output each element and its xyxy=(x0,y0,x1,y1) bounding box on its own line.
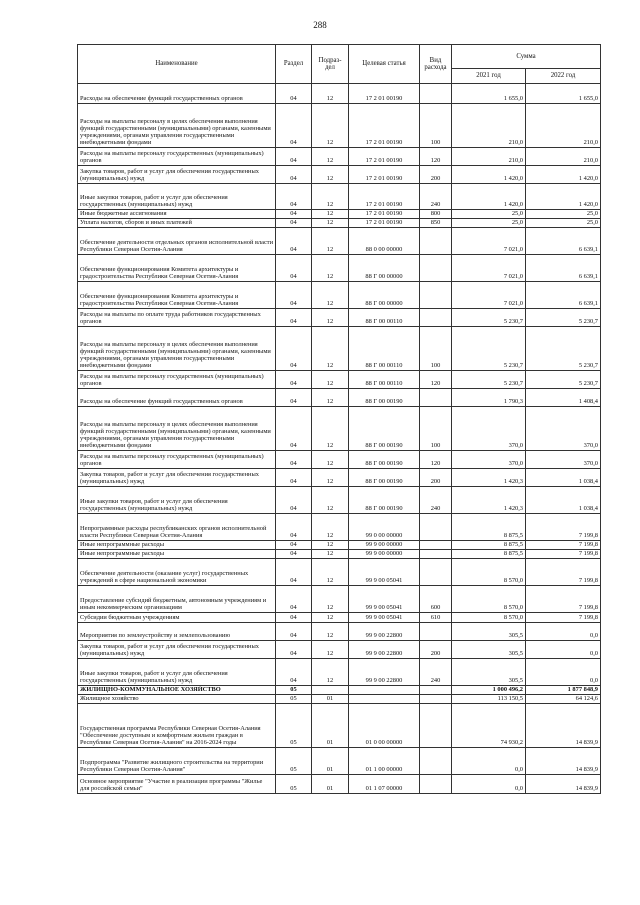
table-row xyxy=(78,586,601,613)
row-subsection: 12 xyxy=(312,228,349,255)
row-subsection: 01 xyxy=(312,704,349,748)
row-sum-2021: 210,0 xyxy=(452,104,526,148)
row-section: 04 xyxy=(276,371,312,389)
row-sum-2021: 1 420,0 xyxy=(452,184,526,210)
row-subsection: 12 xyxy=(312,371,349,389)
row-section: 04 xyxy=(276,166,312,184)
row-section: 04 xyxy=(276,550,312,559)
row-expense-type xyxy=(420,559,452,586)
row-expense-type xyxy=(420,623,452,641)
row-name: Расходы на обеспечение функций государственных органов xyxy=(78,389,276,407)
row-sum-2022: 5 230,7 xyxy=(526,327,601,371)
row-target: 88 Г 00 00190 xyxy=(349,469,420,487)
row-expense-type: 200 xyxy=(420,469,452,487)
row-name: Жилищное хозяйство xyxy=(78,695,276,704)
budget-table xyxy=(77,44,601,794)
row-sum-2021: 1 000 496,2 xyxy=(452,686,526,695)
table-row xyxy=(78,487,601,514)
row-section: 04 xyxy=(276,451,312,469)
row-name: Расходы на выплаты персоналу в целях обеспечения выполнения функций государственными (муниципальными) органами, казенными учреждениями, органами управления государственными внебюджетными фондами xyxy=(78,104,276,148)
row-sum-2022: 1 655,0 xyxy=(526,84,601,104)
table-row xyxy=(78,541,601,550)
row-subsection: 12 xyxy=(312,541,349,550)
table-row xyxy=(78,228,601,255)
row-sum-2022: 7 199,8 xyxy=(526,514,601,541)
table-row xyxy=(78,371,601,389)
row-section: 05 xyxy=(276,748,312,775)
row-target: 88 Г 00 00190 xyxy=(349,451,420,469)
row-target: 88 Г 00 00000 xyxy=(349,255,420,282)
row-section: 04 xyxy=(276,327,312,371)
row-sum-2022: 370,0 xyxy=(526,407,601,451)
row-name: Иные непрограммные расходы xyxy=(78,550,276,559)
row-expense-type: 240 xyxy=(420,487,452,514)
row-section: 04 xyxy=(276,613,312,623)
table-row xyxy=(78,659,601,686)
row-expense-type: 100 xyxy=(420,104,452,148)
row-subsection: 12 xyxy=(312,184,349,210)
row-expense-type: 120 xyxy=(420,371,452,389)
row-sum-2022: 1 038,4 xyxy=(526,469,601,487)
row-section: 04 xyxy=(276,219,312,228)
row-section: 04 xyxy=(276,407,312,451)
row-sum-2021: 8 570,0 xyxy=(452,559,526,586)
row-sum-2022: 5 230,7 xyxy=(526,371,601,389)
row-sum-2022: 7 199,8 xyxy=(526,541,601,550)
row-section: 04 xyxy=(276,487,312,514)
row-target: 88 Г 00 00110 xyxy=(349,309,420,327)
row-sum-2022: 1 420,0 xyxy=(526,166,601,184)
row-target: 99 0 00 00000 xyxy=(349,514,420,541)
row-sum-2021: 7 021,0 xyxy=(452,255,526,282)
table-body xyxy=(78,84,601,794)
row-expense-type xyxy=(420,228,452,255)
row-expense-type xyxy=(420,704,452,748)
row-target: 17 2 01 00190 xyxy=(349,104,420,148)
row-sum-2022: 1 420,0 xyxy=(526,184,601,210)
row-subsection: 12 xyxy=(312,613,349,623)
row-subsection: 12 xyxy=(312,550,349,559)
row-name: Расходы на выплаты персоналу государственных (муниципальных) органов xyxy=(78,371,276,389)
row-sum-2022: 6 639,1 xyxy=(526,282,601,309)
row-section: 04 xyxy=(276,586,312,613)
row-sum-2022: 7 199,8 xyxy=(526,586,601,613)
row-sum-2022: 370,0 xyxy=(526,451,601,469)
row-target: 99 9 00 05041 xyxy=(349,613,420,623)
row-target: 99 9 00 22800 xyxy=(349,623,420,641)
row-name: Закупка товаров, работ и услуг для обеспечения государственных (муниципальных) нужд xyxy=(78,166,276,184)
row-sum-2022: 210,0 xyxy=(526,148,601,166)
row-name: Мероприятия по землеустройству и землепользованию xyxy=(78,623,276,641)
row-target: 01 1 07 00000 xyxy=(349,775,420,794)
row-name: Подпрограмма "Развитие жилищного строительства на территории Республики Северная Осетия-Алания" xyxy=(78,748,276,775)
row-sum-2021: 8 875,5 xyxy=(452,550,526,559)
row-expense-type: 200 xyxy=(420,166,452,184)
row-name: Обеспечение деятельности (оказание услуг) государственных учреждений в сфере национальной экономики xyxy=(78,559,276,586)
row-target: 17 2 01 00190 xyxy=(349,166,420,184)
row-target: 99 9 00 00000 xyxy=(349,541,420,550)
row-sum-2021: 1 655,0 xyxy=(452,84,526,104)
col-header-section: Раздел xyxy=(276,45,312,84)
row-section: 04 xyxy=(276,559,312,586)
row-target: 88 Г 00 00110 xyxy=(349,371,420,389)
row-name: Непрограммные расходы республиканских органов исполнительной власти Республики Северная Осетия-Алания xyxy=(78,514,276,541)
row-target: 88 0 00 00000 xyxy=(349,228,420,255)
table-row xyxy=(78,469,601,487)
col-header-sum: Сумма xyxy=(452,45,601,69)
row-sum-2021: 1 790,3 xyxy=(452,389,526,407)
row-sum-2022: 0,0 xyxy=(526,659,601,686)
row-sum-2021: 1 420,0 xyxy=(452,166,526,184)
row-section: 04 xyxy=(276,541,312,550)
row-expense-type xyxy=(420,389,452,407)
row-section: 04 xyxy=(276,148,312,166)
table-row xyxy=(78,695,601,704)
table-row xyxy=(78,686,601,695)
row-expense-type xyxy=(420,541,452,550)
row-sum-2021: 25,0 xyxy=(452,210,526,219)
row-expense-type: 610 xyxy=(420,613,452,623)
table-row xyxy=(78,148,601,166)
row-sum-2022: 14 839,9 xyxy=(526,704,601,748)
row-subsection: 12 xyxy=(312,559,349,586)
row-sum-2021: 305,5 xyxy=(452,659,526,686)
row-name: Иные закупки товаров, работ и услуг для обеспечения государственных (муниципальных) нужд xyxy=(78,184,276,210)
row-expense-type: 120 xyxy=(420,148,452,166)
row-subsection: 12 xyxy=(312,623,349,641)
row-name: Расходы на выплаты по оплате труда работников государственных органов xyxy=(78,309,276,327)
table-row xyxy=(78,104,601,148)
table-row xyxy=(78,327,601,371)
row-section: 05 xyxy=(276,704,312,748)
row-expense-type: 240 xyxy=(420,184,452,210)
row-expense-type: 100 xyxy=(420,407,452,451)
row-target: 88 Г 00 00190 xyxy=(349,487,420,514)
row-section: 05 xyxy=(276,686,312,695)
row-subsection: 12 xyxy=(312,148,349,166)
row-name: Расходы на выплаты персоналу в целях обеспечения выполнения функций государственными (муниципальными) органами, казенными учреждениями, органами управления государственными внебюджетными фондами xyxy=(78,407,276,451)
row-subsection: 01 xyxy=(312,748,349,775)
row-target: 99 9 00 05041 xyxy=(349,586,420,613)
col-header-target: Целевая статья xyxy=(349,45,420,84)
row-name: Предоставление субсидий бюджетным, автономным учреждениям и иным некоммерческим организациям xyxy=(78,586,276,613)
row-subsection: 12 xyxy=(312,659,349,686)
row-subsection: 12 xyxy=(312,282,349,309)
row-sum-2022: 1 038,4 xyxy=(526,487,601,514)
row-section: 04 xyxy=(276,84,312,104)
table-row xyxy=(78,514,601,541)
row-sum-2022: 7 199,8 xyxy=(526,550,601,559)
row-sum-2022: 5 230,7 xyxy=(526,309,601,327)
row-name: Обеспечение деятельности отдельных органов исполнительной власти Республики Северная Осетия-Алания xyxy=(78,228,276,255)
row-name: Государственная программа Республики Северная Осетия-Алания "Обеспечение доступным и комфортным жильем граждан в Республике Северная Осетия-Алания" на 2016-2024 годы xyxy=(78,704,276,748)
row-sum-2021: 8 875,5 xyxy=(452,514,526,541)
row-name: Расходы на обеспечение функций государственных органов xyxy=(78,84,276,104)
row-sum-2021: 74 930,2 xyxy=(452,704,526,748)
col-header-year-2021: 2021 год xyxy=(452,69,526,84)
table-row xyxy=(78,613,601,623)
table-row xyxy=(78,210,601,219)
table-row xyxy=(78,748,601,775)
table-row xyxy=(78,704,601,748)
row-subsection: 12 xyxy=(312,219,349,228)
row-expense-type xyxy=(420,514,452,541)
table-row xyxy=(78,219,601,228)
table-row xyxy=(78,775,601,794)
row-sum-2022: 14 839,9 xyxy=(526,775,601,794)
row-expense-type xyxy=(420,695,452,704)
row-section: 04 xyxy=(276,469,312,487)
table-row xyxy=(78,641,601,659)
row-sum-2021: 305,5 xyxy=(452,641,526,659)
row-sum-2022: 7 199,8 xyxy=(526,613,601,623)
row-target: 99 9 00 22800 xyxy=(349,641,420,659)
row-expense-type xyxy=(420,748,452,775)
table-row xyxy=(78,309,601,327)
col-header-subsection: Подраз-дел xyxy=(312,45,349,84)
row-expense-type: 100 xyxy=(420,327,452,371)
row-section: 04 xyxy=(276,184,312,210)
row-target: 01 0 00 00000 xyxy=(349,704,420,748)
table-row xyxy=(78,451,601,469)
row-expense-type xyxy=(420,309,452,327)
row-target: 88 Г 00 00110 xyxy=(349,327,420,371)
row-sum-2022: 1 408,4 xyxy=(526,389,601,407)
col-header-name: Наименование xyxy=(78,45,276,84)
row-sum-2021: 7 021,0 xyxy=(452,282,526,309)
row-expense-type xyxy=(420,686,452,695)
row-expense-type xyxy=(420,282,452,309)
page-number: 288 xyxy=(313,20,327,30)
row-section: 04 xyxy=(276,659,312,686)
row-sum-2021: 0,0 xyxy=(452,775,526,794)
row-name: Иные непрограммные расходы xyxy=(78,541,276,550)
row-section: 05 xyxy=(276,695,312,704)
row-target: 99 9 00 05041 xyxy=(349,559,420,586)
row-section: 04 xyxy=(276,514,312,541)
row-sum-2022: 0,0 xyxy=(526,623,601,641)
row-target: 88 Г 00 00000 xyxy=(349,282,420,309)
row-target xyxy=(349,686,420,695)
row-section: 04 xyxy=(276,623,312,641)
row-subsection: 01 xyxy=(312,695,349,704)
row-name: Иные закупки товаров, работ и услуг для обеспечения государственных (муниципальных) нужд xyxy=(78,659,276,686)
row-target: 99 9 00 00000 xyxy=(349,550,420,559)
row-target: 17 2 01 00190 xyxy=(349,84,420,104)
row-subsection: 12 xyxy=(312,255,349,282)
row-subsection: 12 xyxy=(312,210,349,219)
row-sum-2022: 0,0 xyxy=(526,641,601,659)
row-sum-2021: 8 570,0 xyxy=(452,586,526,613)
row-target: 17 2 01 00190 xyxy=(349,210,420,219)
row-subsection: 12 xyxy=(312,84,349,104)
row-subsection: 01 xyxy=(312,775,349,794)
row-sum-2022: 6 639,1 xyxy=(526,228,601,255)
row-sum-2022: 25,0 xyxy=(526,210,601,219)
table-row xyxy=(78,84,601,104)
row-name: Уплата налогов, сборов и иных платежей xyxy=(78,219,276,228)
row-sum-2021: 210,0 xyxy=(452,148,526,166)
table-row xyxy=(78,255,601,282)
row-subsection: 12 xyxy=(312,309,349,327)
table-row xyxy=(78,389,601,407)
row-expense-type: 120 xyxy=(420,451,452,469)
row-name: Расходы на выплаты персоналу государственных (муниципальных) органов xyxy=(78,148,276,166)
row-subsection xyxy=(312,686,349,695)
row-subsection: 12 xyxy=(312,451,349,469)
row-subsection: 12 xyxy=(312,469,349,487)
row-sum-2022: 210,0 xyxy=(526,104,601,148)
table-row xyxy=(78,407,601,451)
row-subsection: 12 xyxy=(312,641,349,659)
table-row xyxy=(78,559,601,586)
table-row xyxy=(78,550,601,559)
row-expense-type xyxy=(420,550,452,559)
row-subsection: 12 xyxy=(312,586,349,613)
col-header-expense-type: Вид расхода xyxy=(420,45,452,84)
row-sum-2021: 25,0 xyxy=(452,219,526,228)
row-name: Закупка товаров, работ и услуг для обеспечения государственных (муниципальных) нужд xyxy=(78,469,276,487)
row-name: Иные закупки товаров, работ и услуг для обеспечения государственных (муниципальных) нужд xyxy=(78,487,276,514)
row-expense-type: 800 xyxy=(420,210,452,219)
row-sum-2022: 6 639,1 xyxy=(526,255,601,282)
row-target: 01 1 00 00000 xyxy=(349,748,420,775)
col-header-year-2022: 2022 год xyxy=(526,69,601,84)
row-name: Обеспечение функционирования Комитета архитектуры и градостроительства Республики Северная Осетия-Алания xyxy=(78,255,276,282)
row-target xyxy=(349,695,420,704)
row-section: 04 xyxy=(276,104,312,148)
row-section: 05 xyxy=(276,775,312,794)
table-row xyxy=(78,184,601,210)
row-subsection: 12 xyxy=(312,487,349,514)
row-section: 04 xyxy=(276,309,312,327)
row-sum-2022: 14 839,9 xyxy=(526,748,601,775)
row-sum-2021: 8 570,0 xyxy=(452,613,526,623)
row-sum-2021: 305,5 xyxy=(452,623,526,641)
table-row xyxy=(78,166,601,184)
row-sum-2022: 1 877 848,9 xyxy=(526,686,601,695)
row-section: 04 xyxy=(276,641,312,659)
row-expense-type: 240 xyxy=(420,659,452,686)
row-sum-2021: 370,0 xyxy=(452,451,526,469)
row-sum-2021: 370,0 xyxy=(452,407,526,451)
row-section: 04 xyxy=(276,210,312,219)
row-sum-2021: 1 420,3 xyxy=(452,469,526,487)
row-expense-type xyxy=(420,255,452,282)
row-name: Субсидии бюджетным учреждениям xyxy=(78,613,276,623)
row-expense-type: 850 xyxy=(420,219,452,228)
row-name: Основное мероприятие "Участие в реализации программы "Жилье для российской семьи" xyxy=(78,775,276,794)
row-sum-2022: 25,0 xyxy=(526,219,601,228)
row-sum-2022: 64 124,6 xyxy=(526,695,601,704)
row-name: Иные бюджетные ассигнования xyxy=(78,210,276,219)
row-name: Расходы на выплаты персоналу государственных (муниципальных) органов xyxy=(78,451,276,469)
row-expense-type xyxy=(420,775,452,794)
row-sum-2021: 5 230,7 xyxy=(452,309,526,327)
row-subsection: 12 xyxy=(312,104,349,148)
row-sum-2021: 0,0 xyxy=(452,748,526,775)
row-name: Закупка товаров, работ и услуг для обеспечения государственных (муниципальных) нужд xyxy=(78,641,276,659)
row-sum-2021: 5 230,7 xyxy=(452,327,526,371)
row-target: 88 Г 00 00190 xyxy=(349,389,420,407)
row-expense-type xyxy=(420,84,452,104)
table-row xyxy=(78,282,601,309)
row-subsection: 12 xyxy=(312,514,349,541)
row-subsection: 12 xyxy=(312,166,349,184)
row-target: 99 9 00 22800 xyxy=(349,659,420,686)
row-sum-2021: 7 021,0 xyxy=(452,228,526,255)
row-section: 04 xyxy=(276,255,312,282)
row-name: ЖИЛИЩНО-КОММУНАЛЬНОЕ ХОЗЯЙСТВО xyxy=(78,686,276,695)
row-name: Обеспечение функционирования Комитета архитектуры и градостроительства Республики Северная Осетия-Алания xyxy=(78,282,276,309)
row-subsection: 12 xyxy=(312,389,349,407)
row-expense-type: 200 xyxy=(420,641,452,659)
row-expense-type: 600 xyxy=(420,586,452,613)
row-target: 17 2 01 00190 xyxy=(349,219,420,228)
row-target: 17 2 01 00190 xyxy=(349,184,420,210)
row-sum-2021: 113 150,5 xyxy=(452,695,526,704)
row-target: 17 2 01 00190 xyxy=(349,148,420,166)
row-sum-2021: 1 420,3 xyxy=(452,487,526,514)
row-sum-2021: 8 875,5 xyxy=(452,541,526,550)
row-target: 88 Г 00 00190 xyxy=(349,407,420,451)
row-section: 04 xyxy=(276,228,312,255)
row-sum-2021: 5 230,7 xyxy=(452,371,526,389)
row-section: 04 xyxy=(276,282,312,309)
row-name: Расходы на выплаты персоналу в целях обеспечения выполнения функций государственными (муниципальными) органами, казенными учреждениями, органами управления государственными внебюджетными фондами xyxy=(78,327,276,371)
row-section: 04 xyxy=(276,389,312,407)
table-row xyxy=(78,623,601,641)
row-sum-2022: 7 199,8 xyxy=(526,559,601,586)
row-subsection: 12 xyxy=(312,407,349,451)
row-subsection: 12 xyxy=(312,327,349,371)
